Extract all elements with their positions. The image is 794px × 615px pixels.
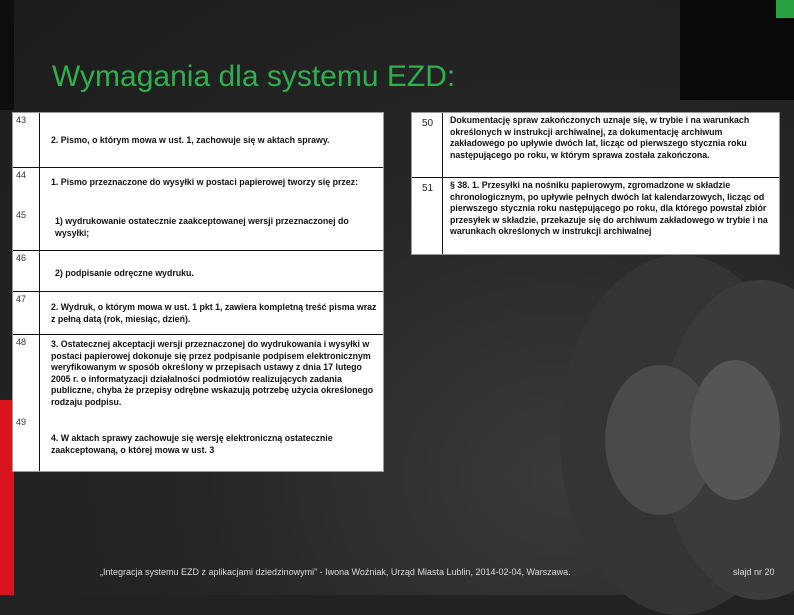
row-text: 3. Ostatecznej akceptacji wersji przeznaczonej do wydrukowania i wysyłki w postaci papierowej dokonuje się przez podpisanie podpisem elektronicznym weryfikowanym w sposób określony w przepisach ustawy z dnia 17 lutego 2005 r. o informatyzacji działalności podmiotów realizujących zadania publiczne, chyba że przepisy odrębne wskazują potrzebę użycia określonego rodzaju podpisu. <box>51 339 374 407</box>
table-row <box>13 251 383 292</box>
row-number: 49 <box>16 417 27 427</box>
table-row <box>13 168 383 208</box>
row-number: 43 <box>16 115 27 125</box>
row-text: 2) podpisanie odręczne wydruku. <box>55 268 194 278</box>
table-row <box>412 113 779 178</box>
footer-citation: „Integracja systemu EZD z aplikacjami dziedzinowymi” - Iwona Woźniak, Urząd Miasta Lublin, 2014-02-04, Warszawa. <box>100 567 571 577</box>
row-number: 48 <box>16 337 27 347</box>
slide-title: Wymagania dla systemu EZD: <box>52 60 456 93</box>
table-row <box>13 415 383 470</box>
row-number: 50 <box>422 118 434 129</box>
left-regulation-table <box>12 112 384 472</box>
row-number: 47 <box>16 294 27 304</box>
row-text: 4. W aktach sprawy zachowuje się wersję elektroniczną ostatecznie zaakceptowaną, o której mowa w ust. 3 <box>51 433 333 455</box>
row-number: 45 <box>16 210 27 220</box>
row-number: 46 <box>16 253 27 263</box>
table-row <box>13 335 383 415</box>
row-text: 1. Pismo przeznaczone do wysyłki w postaci papierowej tworzy się przez: <box>51 177 359 187</box>
slide-number: slajd nr 20 <box>733 567 775 577</box>
corner-decoration <box>680 0 794 100</box>
row-text: § 38. 1. Przesyłki na nośniku papierowym, zgromadzone w składzie chronologicznym, po upływie pełnych dwóch lat kalendarzowych, licząc od pierwszego stycznia roku następującego po roku, dla którego powstał zbiór przesyłek w składzie, przekazuje się do archiwum zakładowego w trybie i na warunkach określonych w instrukcji archiwalnej <box>450 180 768 236</box>
table-row <box>412 178 779 254</box>
right-regulation-table <box>411 112 780 255</box>
row-text: 2. Pismo, o którym mowa w ust. 1, zachowuje się w aktach sprawy. <box>51 135 330 145</box>
left-black-bar <box>0 0 14 110</box>
table-row <box>13 208 383 251</box>
table-row <box>13 113 383 168</box>
row-number: 51 <box>422 183 434 194</box>
row-text: 1) wydrukowanie ostatecznie zaakceptowanej wersji przeznaczonej do wysyłki; <box>55 216 349 238</box>
row-text: 2. Wydruk, o którym mowa w ust. 1 pkt 1, zawiera kompletną treść pisma wraz z pełną datą (rok, miesiąc, dzień). <box>51 302 377 324</box>
row-text: Dokumentację spraw zakończonych uznaje się, w trybie i na warunkach określonych w instrukcji archiwalnej, za dokumentację archiwum zakładowego po upływie dwóch lat, licząc od pierwszego stycznia roku następującego po roku, w którym sprawa została zakończona. <box>450 115 750 160</box>
row-number: 44 <box>16 170 27 180</box>
icon-face-right <box>690 360 780 500</box>
table-row <box>13 292 383 335</box>
